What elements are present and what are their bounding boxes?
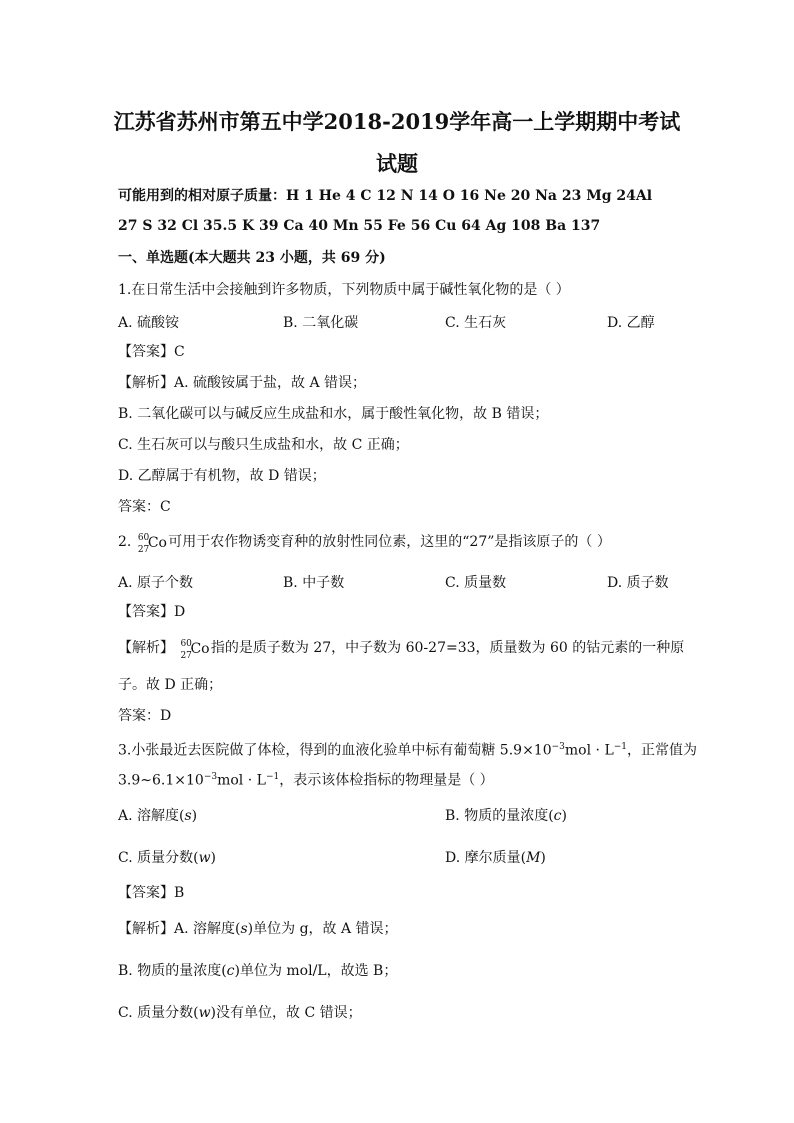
atomic-mass-line1: 可能用到的相对原子质量：H 1 He 4 C 12 N 14 O 16 Ne 20 Na 23 Mg 24Al (118, 188, 653, 204)
q3-unit-2: mol · L (217, 772, 266, 789)
atomic-number: 27 (180, 651, 192, 661)
q1-option-d: D. 乙醇 (607, 315, 655, 331)
q1-final-answer: 答案：C (118, 499, 171, 515)
q2-answer: 【答案】D (118, 604, 186, 620)
mass-number: 60 (137, 533, 150, 543)
mass-number: 60 (180, 639, 192, 649)
q2-option-b: B. 中子数 (283, 575, 345, 591)
q3-analysis-1: 【解析】A. 溶解度(𝑠)单位为 g，故 A 错误； (118, 921, 398, 937)
section-heading: 一、单选题(本大题共 23 小题，共 69 分) (118, 250, 386, 266)
q1-option-c: C. 生石灰 (445, 315, 507, 331)
q1-analysis-4: D. 乙醇属于有机物，故 D 错误； (118, 468, 326, 484)
q3-exponent-2: −1 (613, 742, 628, 752)
q3-stem-text-2: ，正常值为 (627, 742, 698, 759)
document-title-line1: 江苏省苏州市第五中学2018-2019学年高一上学期期中考试 (113, 109, 681, 134)
q3-stem-text-3: ，表示该体检指标的物理量是（ ） (279, 772, 494, 789)
q1-analysis-2: B. 二氧化碳可以与碱反应生成盐和水，属于酸性氧化物，故 B 错误； (118, 406, 549, 422)
q3-exponent-1: −3 (551, 742, 565, 752)
q3-exponent-4: −1 (265, 772, 280, 782)
q3-analysis-3: C. 质量分数(𝑤)没有单位，故 C 错误； (118, 1005, 362, 1021)
q2-stem (118, 533, 611, 555)
q1-analysis-3: C. 生石灰可以与酸只生成盐和水，故 C 正确； (118, 437, 409, 453)
q1-option-b: B. 二氧化碳 (283, 315, 359, 331)
q2-analysis (118, 639, 685, 661)
q2-number: 2. (118, 534, 132, 550)
q3-range-text: 3.9∼6.1×10 (118, 772, 204, 789)
q1-answer: 【答案】C (118, 344, 185, 360)
q2-option-a: A. 原子个数 (118, 575, 194, 591)
q3-option-c: C. 质量分数(𝑤) (118, 850, 217, 866)
q2-stem-text: 可用于农作物诱变育种的放射性同位素，这里的“27”是指该原子的（ ） (168, 534, 611, 550)
atomic-number: 27 (137, 545, 150, 555)
element-symbol: Co (190, 641, 210, 657)
element-symbol: Co (147, 535, 167, 551)
q1-stem: 1.在日常生活中会接触到许多物质，下列物质中属于碱性氧化物的是（ ） (118, 282, 570, 298)
q2-option-c: C. 质量数 (445, 575, 507, 591)
q3-stem-line1 (118, 738, 697, 760)
q2-analysis-prefix: 【解析】 (118, 640, 174, 656)
q3-exponent-3: −3 (203, 772, 218, 782)
q2-option-d: D. 质子数 (607, 575, 669, 591)
atomic-mass-line2: 27 S 32 Cl 35.5 K 39 Ca 40 Mn 55 Fe 56 Cu 64 Ag 108 Ba 137 (118, 218, 601, 234)
q3-unit-1: mol · L (564, 742, 614, 759)
document-title-line2: 试题 (376, 151, 418, 176)
q3-stem-text-1: 3.小张最近去医院做了体检，得到的血液化验单中标有葡萄糖 5.9×10 (118, 742, 552, 759)
q2-analysis-continued: 子。故 D 正确； (118, 677, 223, 693)
q3-answer: 【答案】B (118, 885, 185, 901)
q3-analysis-2: B. 物质的量浓度(𝑐)单位为 mol/L，故选 B； (118, 963, 398, 979)
q3-option-d: D. 摩尔质量(𝑀) (445, 850, 546, 866)
q3-option-b: B. 物质的量浓度(𝑐) (445, 808, 567, 824)
q2-analysis-text: 指的是质子数为 27，中子数为 60-27=33，质量数为 60 的钴元素的一种原 (210, 640, 685, 656)
cobalt-nuclide-symbol (136, 533, 167, 555)
q2-final-answer: 答案：D (118, 708, 172, 724)
cobalt-nuclide-symbol (178, 639, 210, 661)
q3-stem-line2 (118, 768, 494, 790)
q1-option-a: A. 硫酸铵 (118, 315, 180, 331)
q3-option-a: A. 溶解度(𝑠) (118, 808, 198, 824)
q1-analysis-1: 【解析】A. 硫酸铵属于盐，故 A 错误； (118, 375, 367, 391)
